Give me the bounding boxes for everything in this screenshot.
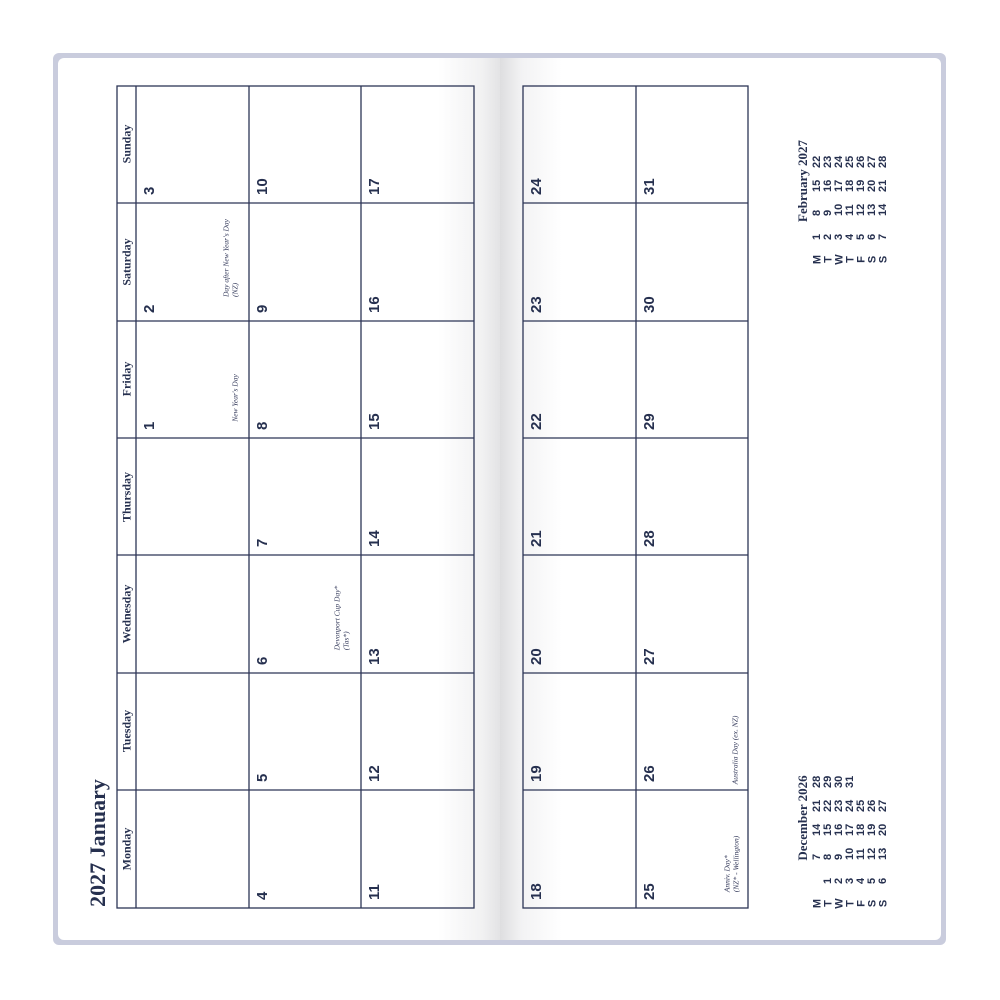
mini-calendar-date: 7 (811, 853, 823, 860)
mini-calendar-weekday-letter: T (844, 256, 857, 263)
mini-calendar-date: 16 (822, 179, 834, 192)
day-cell-number: 14 (366, 530, 383, 547)
mini-calendar-date: 12 (855, 203, 867, 216)
weekday-tuesday: Tuesday (119, 709, 134, 753)
mini-calendar-date: 7 (877, 233, 889, 240)
mini-calendar-weekday-letter: W (833, 254, 846, 265)
mini-calendar-date: 28 (811, 775, 823, 788)
day-cell-number: 5 (254, 773, 271, 782)
mini-calendar-date: 25 (855, 799, 867, 812)
day-cell-number: 12 (366, 765, 383, 782)
day-cell-number: 6 (254, 656, 271, 665)
mini-calendar-date: 19 (855, 179, 867, 192)
day-cell-number: 28 (641, 530, 658, 547)
mini-calendar-date: 31 (844, 775, 856, 788)
mini-calendar-date: 3 (844, 877, 856, 884)
mini-calendar-date: 21 (877, 179, 889, 192)
day-cell-number: 26 (641, 765, 658, 782)
mini-calendar-date: 2 (822, 233, 834, 240)
mini-calendar-date: 27 (866, 155, 878, 168)
mini-calendar-weekday-letter: S (866, 255, 879, 264)
mini-calendar-date: 23 (822, 155, 834, 168)
mini-calendar-date: 19 (866, 823, 878, 836)
mini-calendar-date: 13 (877, 847, 889, 860)
mini-calendar-weekday-letter: T (844, 900, 857, 907)
day-cell-number: 4 (254, 891, 271, 900)
mini-calendar-date: 23 (833, 799, 845, 812)
mini-calendar-date: 25 (844, 155, 856, 168)
weekday-saturday: Saturday (119, 238, 134, 286)
day-cell-number: 11 (366, 884, 383, 900)
day-cell-number: 30 (641, 296, 658, 313)
holiday-note-new-years: New Year's Day (230, 374, 240, 422)
mini-calendar-date: 13 (866, 203, 878, 216)
holiday-note-day-after-new-years: Day after New Year's Day (NZ) (221, 219, 239, 297)
day-cell-number: 24 (528, 178, 545, 195)
day-cell-number: 2 (141, 304, 158, 313)
mini-calendar-date: 26 (866, 799, 878, 812)
mini-calendar-date: 24 (833, 155, 845, 168)
day-cell-number: 16 (366, 296, 383, 313)
mini-calendar-date: 15 (822, 823, 834, 836)
mini-calendar-date: 8 (822, 853, 834, 860)
mini-calendar-date: 3 (833, 233, 845, 240)
mini-calendar-date: 26 (855, 155, 867, 168)
day-cell-number: 15 (366, 413, 383, 430)
weekday-monday: Monday (119, 827, 134, 871)
mini-calendar-date: 24 (844, 799, 856, 812)
day-cell-number: 22 (528, 413, 545, 430)
mini-calendar-weekday-letter: F (855, 900, 868, 907)
mini-calendar-weekday-letter: M (811, 898, 824, 909)
mini-calendar-date: 4 (844, 233, 856, 240)
day-cell-number: 1 (141, 421, 158, 430)
mini-calendar-date: 28 (877, 155, 889, 168)
mini-calendar-weekday-letter: M (811, 254, 824, 265)
day-cell-number: 8 (254, 421, 271, 430)
holiday-note-anniversary-day: Anniv. Day* (NZ* - Wellington) (722, 835, 740, 893)
mini-calendar-date: 22 (822, 799, 834, 812)
mini-calendar-weekday-letter: S (866, 899, 879, 908)
mini-calendar-weekday-letter: F (855, 256, 868, 263)
mini-calendar-weekday-letter: S (877, 255, 890, 264)
weekday-sunday: Sunday (119, 124, 134, 164)
mini-calendar-date: 1 (811, 233, 823, 240)
day-cell-number: 25 (641, 883, 658, 900)
day-cell-number: 9 (254, 304, 271, 313)
day-cell-number: 18 (528, 883, 545, 900)
mini-calendar-date: 17 (844, 823, 856, 836)
holiday-note-australia-day: Australia Day (ex. NZ) (730, 715, 740, 785)
day-cell-number: 27 (641, 648, 658, 665)
month-title: 2027 January (85, 779, 110, 907)
day-cell-number: 29 (641, 413, 658, 430)
mini-calendar-date: 15 (811, 179, 823, 192)
mini-calendar-date: 29 (822, 775, 834, 788)
mini-calendar-date: 1 (822, 877, 834, 884)
day-cell-number: 20 (528, 648, 545, 665)
mini-calendar-date: 11 (844, 204, 856, 216)
mini-calendar-date: 9 (822, 209, 834, 216)
mini-calendar-date: 20 (866, 179, 878, 192)
mini-calendar-date: 5 (855, 233, 867, 240)
weekday-friday: Friday (119, 361, 134, 397)
day-cell-number: 17 (366, 178, 383, 195)
mini-calendar-date: 16 (833, 823, 845, 836)
mini-calendar-date: 30 (833, 775, 845, 788)
mini-calendar-date: 9 (833, 853, 845, 860)
mini-calendar-date: 18 (855, 823, 867, 836)
holiday-note-devonport-cup: Devonport Cup Day* (Tas*) (332, 585, 350, 651)
mini-calendar-date: 21 (811, 799, 823, 812)
mini-calendar-weekday-letter: S (877, 899, 890, 908)
mini-calendar-date: 5 (866, 877, 878, 884)
day-cell-number: 23 (528, 296, 545, 313)
mini-calendar-weekday-letter: T (822, 900, 835, 907)
mini-calendar-december-title: December 2026 (795, 775, 810, 861)
mini-calendar-february-title: February 2027 (795, 140, 810, 222)
mini-calendar-date: 6 (866, 233, 878, 240)
mini-calendar-date: 18 (844, 179, 856, 192)
day-cell-number: 10 (254, 178, 271, 195)
mini-calendar-date: 10 (833, 203, 845, 216)
mini-calendar-date: 27 (877, 799, 889, 812)
mini-calendar-date: 22 (811, 155, 823, 168)
mini-calendar-date: 14 (811, 823, 823, 836)
mini-calendar-weekday-letter: T (822, 256, 835, 263)
mini-calendar-date: 10 (844, 847, 856, 860)
mini-calendar-date: 17 (833, 179, 845, 192)
day-cell-number: 21 (528, 530, 545, 547)
mini-calendar-date: 20 (877, 823, 889, 836)
day-cell-number: 19 (528, 765, 545, 782)
mini-calendar-date: 2 (833, 877, 845, 884)
weekday-thursday: Thursday (119, 471, 134, 523)
weekday-wednesday: Wednesday (119, 584, 134, 644)
mini-calendar-date: 14 (877, 203, 889, 216)
day-cell-number: 7 (254, 538, 271, 547)
mini-calendar-date: 8 (811, 209, 823, 216)
day-cell-number: 3 (141, 186, 158, 195)
day-cell-number: 13 (366, 648, 383, 665)
mini-calendar-date: 6 (877, 877, 889, 884)
mini-calendar-date: 11 (855, 848, 867, 860)
mini-calendar-weekday-letter: W (833, 898, 846, 909)
day-cell-number: 31 (641, 178, 658, 195)
mini-calendar-date: 12 (866, 847, 878, 860)
mini-calendar-date: 4 (855, 877, 867, 884)
